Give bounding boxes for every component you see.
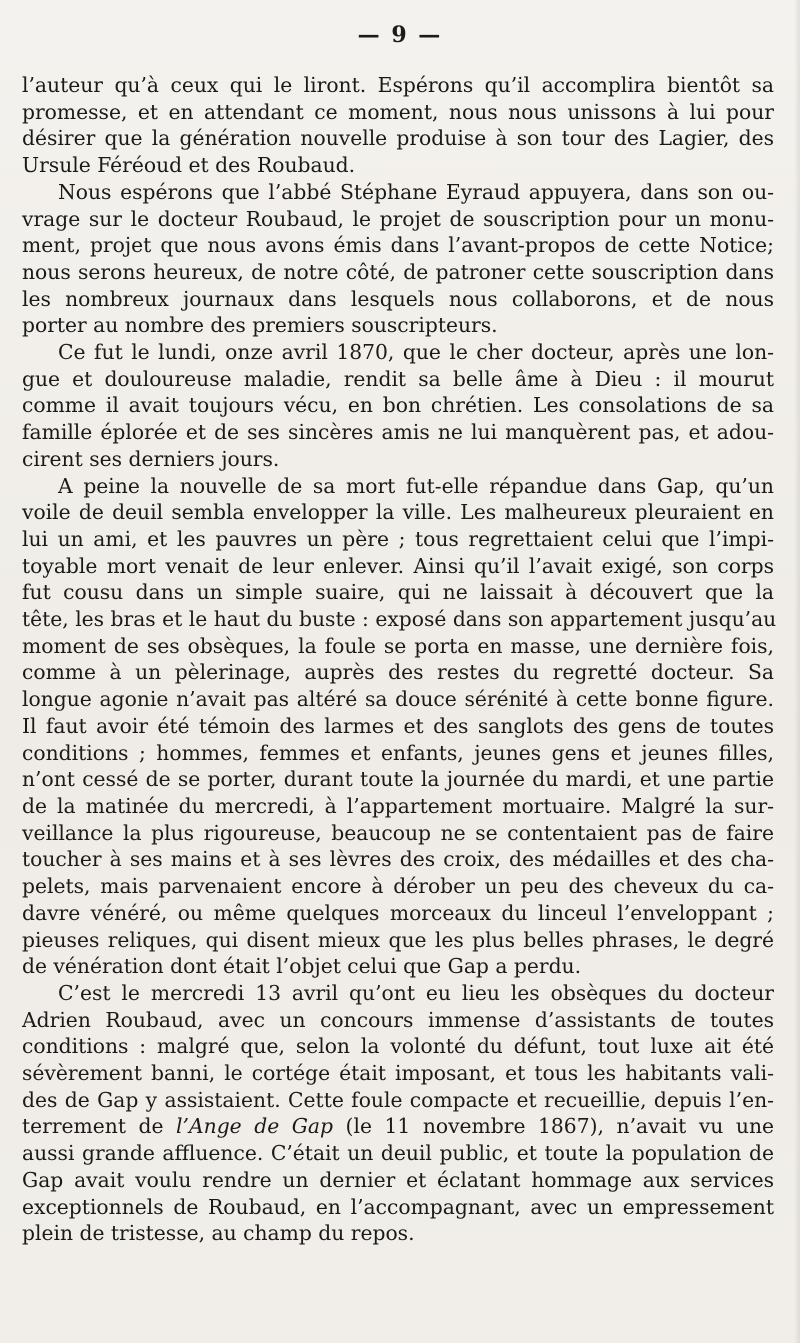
text-line: plein de tristesse, au champ du repos.: [22, 1221, 415, 1246]
paragraph-2: [22, 179, 774, 339]
text-line: aussi grande affluence. C’était un deuil public, et toute la population de: [22, 1141, 774, 1166]
text-line: moment de ses obsèques, la foule se porta en masse, une dernière fois,: [22, 633, 774, 658]
text-line: Nous espérons que l’abbé Stéphane Eyraud appuyera, dans son ou-: [58, 179, 774, 204]
text-line: promesse, et en attendant ce moment, nous nous unissons à lui pour: [22, 99, 774, 124]
text-line: Il faut avoir été témoin des larmes et des sanglots des gens de toutes: [22, 713, 774, 738]
text-line: de vénération dont était l’objet celui que Gap a perdu.: [22, 954, 582, 979]
paragraph-3: [22, 339, 774, 473]
text-line: Gap avait voulu rendre un dernier et éclatant hommage aux services: [22, 1167, 774, 1192]
text-line: toyable mort venait de leur enlever. Ainsi qu’il l’avait exigé, son corps: [22, 553, 774, 578]
text-line: famille éplorée et de ses sincères amis ne lui manquèrent pas, et adou-: [22, 420, 774, 445]
page-number: — 9 —: [357, 22, 443, 48]
text-line: des de Gap y assistaient. Cette foule compacte et recueillie, depuis l’en-: [22, 1087, 774, 1112]
text-line: fut cousu dans un simple suaire, qui ne laissait à découvert que la: [22, 580, 774, 605]
text-line: Ursule Féréoud et des Roubaud.: [22, 153, 356, 178]
text-line: longue agonie n’avait pas altéré sa douce sérénité à cette bonne figure.: [22, 687, 774, 712]
page-edge-shadow: [794, 0, 800, 1343]
text-line: l’auteur qu’à ceux qui le liront. Espérons qu’il accomplira bientôt sa: [22, 73, 774, 97]
text-line: Adrien Roubaud, avec un concours immense d’assistants de toutes: [22, 1007, 774, 1032]
text-line: ment, projet que nous avons émis dans l’avant-propos de cette Notice;: [22, 233, 774, 258]
text-line: gue et douloureuse maladie, rendit sa belle âme à Dieu : il mourut: [22, 366, 774, 391]
text-line: vrage sur le docteur Roubaud, le projet de souscription pour un monu-: [22, 206, 774, 231]
text-line: Ce fut le lundi, onze avril 1870, que le cher docteur, après une lon-: [58, 340, 774, 365]
text-line: porter au nombre des premiers souscripteurs.: [22, 313, 498, 338]
text-segment: (le 11 novembre 1867), n’avait vu une: [333, 1114, 775, 1139]
text-line: veillance la plus rigoureuse, beaucoup ne se contentaient pas de faire: [22, 820, 774, 845]
paragraph-1: [22, 72, 774, 179]
text-line: nous serons heureux, de notre côté, de patroner cette souscription dans: [22, 259, 774, 284]
text-line: exceptionnels de Roubaud, en l’accompagnant, avec un empressement: [22, 1194, 774, 1219]
text-line: les nombreux journaux dans lesquels nous collaborons, et de nous: [22, 286, 774, 311]
paragraph-5: [22, 980, 774, 1247]
paragraph-4: [22, 473, 777, 980]
text-line: toucher à ses mains et à ses lèvres des croix, des médailles et des cha-: [22, 847, 774, 872]
text-line-with-title: [22, 1113, 774, 1140]
text-line: pieuses reliques, qui disent mieux que les plus belles phrases, le degré: [22, 927, 774, 952]
text-line: A peine la nouvelle de sa mort fut-elle répandue dans Gap, qu’un: [58, 473, 774, 498]
text-line: conditions ; hommes, femmes et enfants, jeunes gens et jeunes filles,: [22, 740, 774, 765]
text-line: C’est le mercredi 13 avril qu’ont eu lieu les obsèques du docteur: [58, 980, 774, 1005]
text-line: n’ont cessé de se porter, durant toute la journée du mardi, et une partie: [22, 767, 774, 792]
italic-title: l’Ange de Gap: [176, 1114, 334, 1139]
body-text: [22, 72, 777, 1247]
text-line: désirer que la génération nouvelle produise à son tour des Lagier, des: [22, 126, 774, 151]
text-segment: terrement de: [22, 1114, 177, 1139]
text-line: lui un ami, et les pauvres un père ; tous regrettaient celui que l’impi-: [22, 526, 774, 551]
text-line: davre vénéré, ou même quelques morceaux du linceul l’enveloppant ;: [22, 900, 774, 925]
text-line: de la matinée du mercredi, à l’appartement mortuaire. Malgré la sur-: [22, 793, 774, 818]
text-line: comme il avait toujours vécu, en bon chrétien. Les consolations de sa: [22, 393, 774, 418]
text-line: cirent ses derniers jours.: [22, 446, 280, 471]
text-line: conditions : malgré que, selon la volonté du défunt, tout luxe ait été: [22, 1034, 774, 1059]
text-line: comme à un pèlerinage, auprès des restes du regretté docteur. Sa: [22, 660, 774, 685]
text-line: sévèrement banni, le cortége était imposant, et tous les habitants vali-: [22, 1061, 774, 1086]
text-line: tête, les bras et le haut du buste : exposé dans son appartement jusqu’au: [22, 607, 777, 632]
text-line: pelets, mais parvenaient encore à dérober un peu des cheveux du ca-: [22, 874, 774, 899]
text-line: voile de deuil sembla envelopper la ville. Les malheureux pleuraient en: [22, 500, 774, 525]
